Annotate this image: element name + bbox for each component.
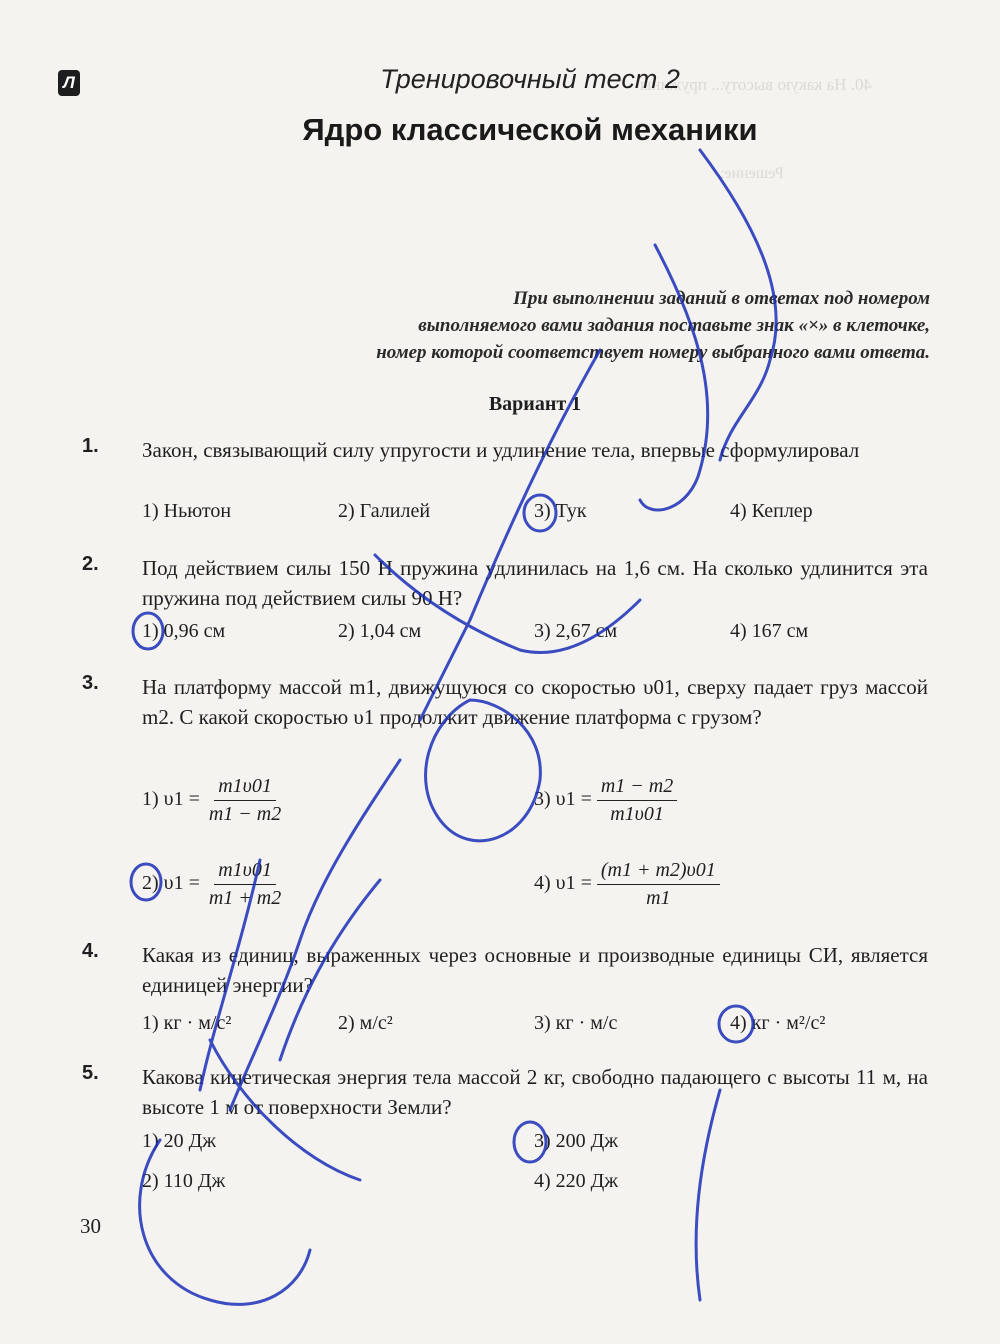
question-text: Какая из единиц, выраженных через основные и производные единицы СИ, является единицей энергии? [142,943,928,997]
option-5-1[interactable]: 1) 20 Дж [142,1130,217,1152]
fraction-denominator: m1 + m2 [208,887,282,909]
question-text: На платформу массой m1, движущуюся со скоростью υ01, сверху падает груз массой m2. С какой скоростью υ1 продолжит движение платформа с грузом? [142,675,928,729]
question-1 [82,435,928,465]
question-number: 2. [82,553,99,575]
option-3-3[interactable] [534,775,677,826]
page-number: 30 [80,1214,101,1238]
option-label: 3) υ1 = [534,788,592,811]
question-number: 4. [82,940,99,962]
instructions [130,285,930,366]
option-1-3[interactable]: 3) Тук [534,500,587,522]
option-label: 4) υ1 = [534,872,592,895]
option-5-4[interactable]: 4) 220 Дж [534,1170,619,1192]
publisher-logo: Л [58,70,80,96]
pen-scribble [140,1140,310,1304]
option-3-4[interactable] [534,859,720,910]
question-text: Какова кинетическая энергия тела массой 2 кг, свободно падающего с высоты 11 м, на высоте 1 м от поверхности Земли? [142,1065,928,1119]
question-4 [82,940,928,1000]
fraction [597,859,720,910]
option-4-4[interactable]: 4) кг · м²/с² [730,1012,826,1034]
option-4-2[interactable]: 2) м/с² [338,1012,393,1034]
option-2-2[interactable]: 2) 1,04 см [338,620,422,642]
fraction [597,775,677,826]
question-2 [82,553,928,613]
fraction [205,775,285,826]
bleed-through-text: 40. На какую высоту... пружины [640,75,872,94]
instruction-line: При выполнении заданий в ответах под номером [513,288,930,309]
option-3-1[interactable] [142,775,285,826]
bleed-through-text: Решение: [720,165,784,182]
option-1-4[interactable]: 4) Кеплер [730,500,813,522]
option-label: 2) υ1 = [142,872,200,895]
option-1-2[interactable]: 2) Галилей [338,500,431,522]
fraction [205,859,285,910]
question-text: Под действием силы 150 Н пружина удлинилась на 1,6 см. На сколько удлинится эта пружина под действием силы 90 Н? [142,556,928,610]
option-4-3[interactable]: 3) кг · м/с [534,1012,618,1034]
option-5-2[interactable]: 2) 110 Дж [142,1170,226,1192]
option-2-1[interactable]: 1) 0,96 см [142,620,226,642]
option-1-1[interactable]: 1) Ньютон [142,500,232,522]
option-2-3[interactable]: 3) 2,67 см [534,620,618,642]
variant-heading: Вариант 1 [488,393,582,415]
instruction-line: номер которой соответствует номеру выбранного вами ответа. [376,342,930,363]
question-5 [82,1062,928,1122]
question-number: 1. [82,435,99,457]
fraction-numerator: m1υ01 [214,859,276,885]
option-5-3[interactable]: 3) 200 Дж [534,1130,619,1152]
option-label: 1) υ1 = [142,788,200,811]
fraction-denominator: m1 − m2 [208,803,282,825]
option-3-2[interactable] [142,859,285,910]
question-text: Закон, связывающий силу упругости и удлинение тела, впервые сформулировал [142,438,860,462]
fraction-denominator: m1 [646,887,671,909]
fraction-numerator: m1 − m2 [597,775,677,801]
question-number: 5. [82,1062,99,1084]
question-number: 3. [82,672,99,694]
option-4-1[interactable]: 1) кг · м/с² [142,1012,232,1034]
page-title: Ядро классической механики [302,112,758,147]
fraction-denominator: m1υ01 [610,803,664,825]
instruction-line: выполняемого вами задания поставьте знак «×» в клеточке, [418,315,930,336]
test-subtitle: Тренировочный тест 2 [380,64,680,94]
fraction-numerator: (m1 + m2)υ01 [597,859,720,885]
question-3 [82,672,928,732]
fraction-numerator: m1υ01 [214,775,276,801]
option-2-4[interactable]: 4) 167 см [730,620,809,642]
